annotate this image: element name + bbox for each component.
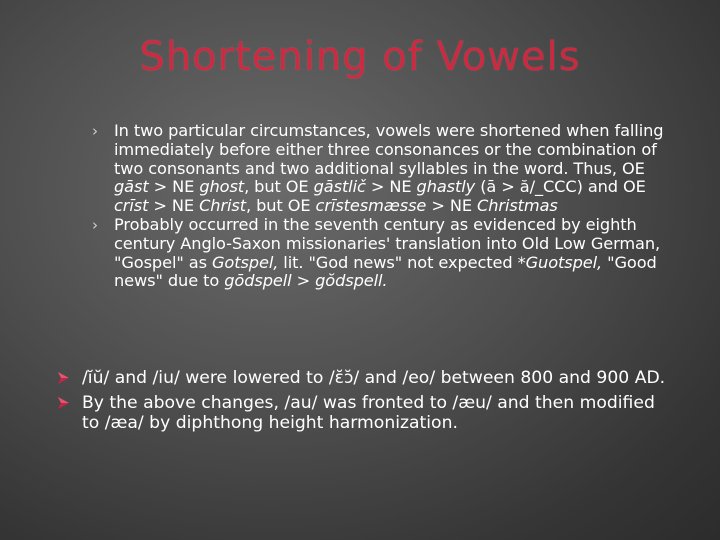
text-run: > NE (365, 177, 417, 197)
text-run: > NE (426, 196, 478, 216)
text-run: > NE (148, 177, 200, 197)
text-run: > NE (148, 196, 200, 216)
text-run: , but OE (246, 196, 316, 216)
italic-term: Gotspel, (211, 252, 279, 272)
slide-title: Shortening of Vowels (139, 34, 581, 80)
italic-term: ghastly (416, 177, 476, 197)
main-bullet-item (56, 368, 676, 389)
italic-term: ghost (199, 177, 245, 197)
italic-term: gŏdspell. (315, 271, 388, 291)
sub-bullet-item (92, 216, 682, 291)
text-run: "Good news" due to (114, 252, 657, 291)
sub-bullet-text (114, 121, 663, 215)
italic-term: gāstlič (313, 177, 366, 197)
italic-term: gāst (114, 177, 149, 197)
main-bullet-text: /ĭŭ/ and /iu/ were lowered to /ɛ̆ɔ̆/ and /eo/ between 800 and 900 AD. (82, 368, 666, 388)
text-run: > (291, 271, 316, 291)
italic-term: gōdspell (224, 271, 292, 291)
main-bullet-item (56, 393, 676, 434)
sub-bullet-list (92, 122, 682, 291)
main-bullet-list (56, 368, 676, 438)
main-bullet-text: By the above changes, /au/ was fronted to /æu/ and then modified to /æa/ by diphthong height harmonization. (82, 392, 655, 433)
arrow-bullet-icon (56, 371, 70, 385)
italic-term: Christ (199, 196, 246, 216)
text-run: In two particular circumstances, vowels were shortened when falling immediately before either three consonances or the combination of two consonants and two additional syllables in the word. Thus, OE (114, 121, 664, 178)
text-run: Probably occurred in the seventh century as evidenced by eighth century Anglo-Saxon missionaries' translation into Old Low German, "Gospel" as (114, 214, 661, 272)
italic-term: Guotspel, (525, 252, 603, 272)
text-run: , but OE (244, 177, 314, 197)
sub-bullet-item (92, 122, 682, 216)
sub-bullet-text (114, 215, 660, 290)
chevron-right-icon: › (92, 122, 98, 140)
chevron-right-icon: › (92, 215, 98, 234)
text-run: (ā > ă/_CCC) and OE (475, 177, 646, 197)
italic-term: Christmas (477, 196, 558, 216)
arrow-bullet-icon (56, 396, 70, 410)
italic-term: crīstesmæsse (315, 196, 427, 216)
text-run: lit. "God news" not expected * (278, 252, 526, 272)
italic-term: crīst (114, 196, 149, 216)
